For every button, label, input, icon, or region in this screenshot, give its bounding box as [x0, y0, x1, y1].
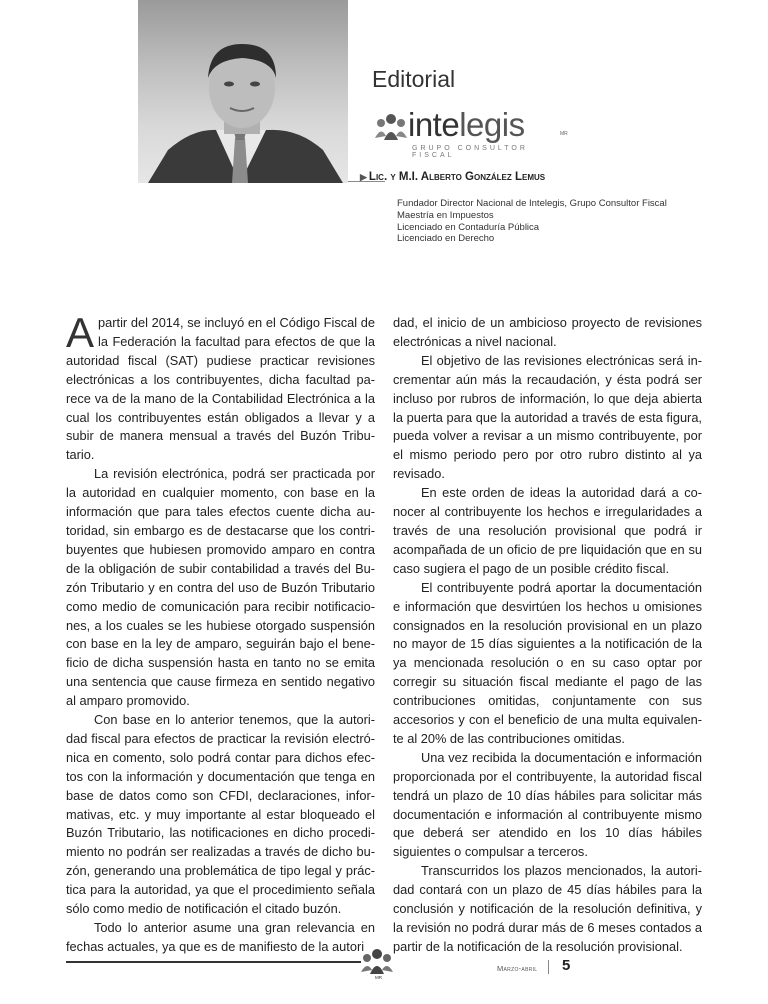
article-paragraph: dad, el inicio de un ambicioso proyecto de revisiones electrónicas a nivel nacional.	[393, 315, 702, 349]
author-name: ▶ Lic. y M.I. Alberto González Lemus	[360, 171, 546, 183]
footer-mark: MR	[375, 975, 382, 980]
article-paragraph: El objetivo de las revisiones electrónicas será incrementar aún más la recaudación, y ésta podrá ser incluso por rubros de información, lo que deja abierta la puerta para que la autoridad a través de esta figura, pueda volver a revisar a un mismo contribuyente, por el mismo periodo pero por otro rubro distinto al ya revisado.	[393, 352, 702, 482]
article-column-right	[393, 314, 702, 957]
logo-tagline: GRUPO CONSULTOR FISCAL	[412, 145, 528, 159]
bio-line: Licenciado en Contaduría Pública	[397, 221, 540, 233]
bio-line: Maestría en Impuestos	[397, 209, 494, 221]
article-paragraph: Apartir del 2014, se incluyó en el Código Fiscal de la Federación la facultad para efectos de que la autoridad fiscal (SAT) pudiese practicar revisiones electrónicas a los contribuyentes, dicha facultad parece va de la mano de la Contabilidad Electrónica a la cual los contribuyentes están obligados a llevar y a subir de manera mensual a través del Buzón Tributario.	[66, 309, 375, 463]
article-paragraph: El contribuyente podrá aportar la documentación e información que desvirtúen los hechos u omisiones consignados en la resolución provisional en un plazo no mayor de 15 días siguientes a la notificación de la ya mencionada resolución o en su caso optar por corregir su situación fiscal mediante el pago de las contribuciones omitidas, conjuntamente con sus accesorios y con el beneficio de una multa equivalente al 20% de las contribuciones omitidas.	[393, 579, 702, 746]
footer-rule	[66, 961, 361, 963]
footer-people-icon	[360, 948, 394, 980]
drop-cap: A	[66, 309, 95, 356]
logo-registered-mark: MR	[560, 131, 568, 137]
article-paragraph: En este orden de ideas la autoridad dará a conocer al contribuyente los hechos e irregularidades a través de una resolución provisional que podrá ir acompañada de un oficio de pre liquidación que en su caso sugiera el pago de un posible crédito fiscal.	[393, 485, 702, 576]
logo-wordmark: intelegis	[408, 106, 525, 143]
author-photo	[138, 0, 348, 183]
author-bio	[397, 198, 667, 245]
section-title: Editorial	[372, 66, 456, 92]
logo-people-icon	[374, 112, 408, 142]
article-paragraph: La revisión electrónica, podrá ser practicada por la autoridad en cualquier momento, con base en la información que para tales efectos cuente dicha autoridad, sin embargo es de destacarse que los contribuyentes que hubiesen promovido amparo en contra de la obligación de subir contabilidad a través del Buzón Tributario y en contra del uso de Buzón Tributario como medio de comunicación para recibir notificaciones, a los cuales se les hubiese otorgado suspensión con base en la ley de amparo, seguirán bajo el beneficio de dicha suspensión hasta en tanto no se emita una sentencia que cause firmeza en sentido negativo al amparo promovido.	[66, 466, 375, 709]
article-paragraph: Con base en lo anterior tenemos, que la autoridad fiscal para efectos de practicar la revisión electrónica en comento, solo podrá contar para dichos efectos con la información y documentación que tenga en base de datos como son CFDI, declaraciones, informativas, etc. y muy importante al estar bloqueado el Buzón Tributario, las notificaciones en dicho procedimiento no podrán ser realizadas a través de dicho buzón, generando una problemática de tipo legal y práctica para la autoridad, ya que el procedimiento señala sólo como medio de notificación el citado buzón.	[66, 712, 375, 917]
author-portrait-image	[138, 0, 348, 183]
page-number: 5	[562, 957, 571, 974]
bio-line: Fundador Director Nacional de Intelegis, Grupo Consultor Fiscal	[397, 198, 667, 209]
footer-separator	[548, 960, 549, 974]
footer-logo	[360, 948, 394, 980]
arrow-right-icon: ▶	[360, 172, 367, 182]
intelegis-logo	[374, 106, 574, 159]
article-paragraph: Todo lo anterior asume una gran relevancia en fechas actuales, ya que es de manifiesto de la autori	[66, 920, 375, 954]
article-paragraph: Transcurridos los plazos mencionados, la autoridad contará con un plazo de 45 días hábiles para la conclusión y notificación de la resolución definitiva, y la revisión no podrá durar más de 6 meses contados a partir de la notificación de la resolución provisional.	[393, 863, 702, 954]
issue-label: Marzo-abril	[497, 964, 538, 973]
article-paragraph: Una vez recibida la documentación e información proporcionada por el contribuyente, la autoridad fiscal tendrá un plazo de 10 días hábiles para solicitar más documentación e información al contribuyente mismo que deberá ser atendido en los 10 días hábiles siguientes o compulsar a terceros.	[393, 749, 702, 860]
bio-line: Licenciado en Derecho	[397, 233, 495, 245]
article-column-left	[66, 309, 375, 957]
